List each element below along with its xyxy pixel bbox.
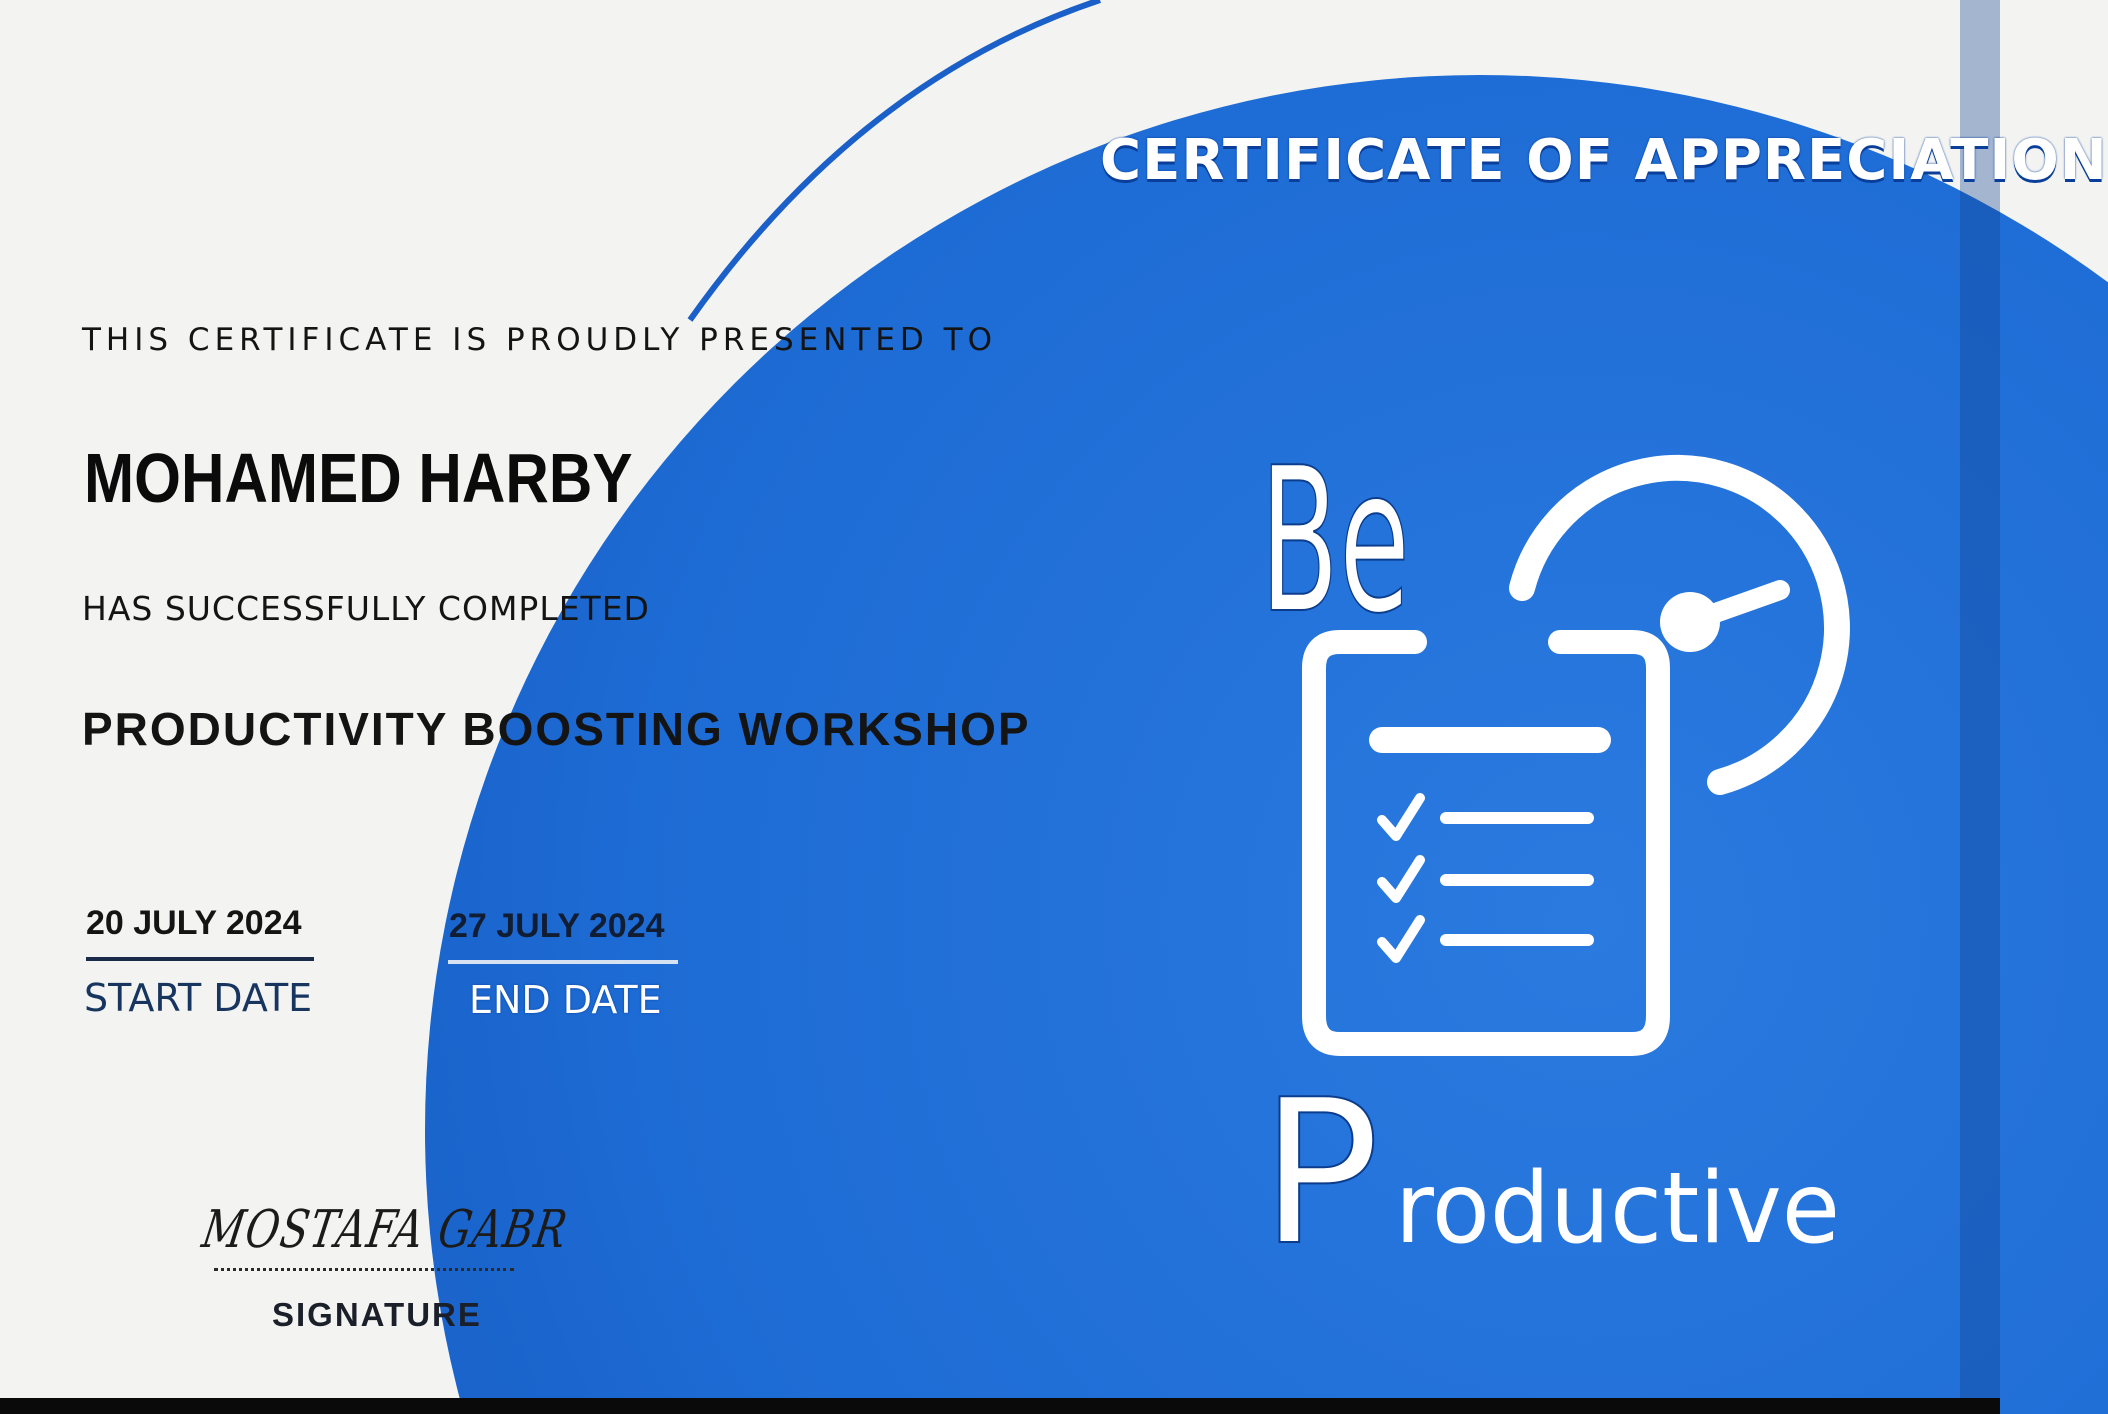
be-productive-logo — [1260, 400, 1880, 1290]
end-date-label: END DATE — [469, 978, 662, 1022]
end-date-value: 27 JULY 2024 — [449, 907, 665, 945]
signature-name: MOSTAFA GABR — [198, 1200, 573, 1260]
recipient-name: MOHAMED HARBY — [84, 439, 633, 517]
signature-label: SIGNATURE — [272, 1296, 482, 1333]
clipboard-checklist-icon — [1314, 642, 1658, 1044]
start-date-value: 20 JULY 2024 — [86, 904, 302, 942]
logo-text-roductive: roductive — [1395, 1152, 1840, 1266]
completed-line: HAS SUCCESSFULLY COMPLETED — [82, 589, 650, 628]
certificate-heading: CERTIFICATE OF APPRECIATION — [1100, 128, 2108, 193]
signature-line — [214, 1268, 514, 1271]
bottom-edge — [0, 1398, 2000, 1414]
logo-text-be: Be — [1260, 425, 1410, 658]
logo-text-p: P — [1260, 1057, 1380, 1290]
presented-to-line: THIS CERTIFICATE IS PROUDLY PRESENTED TO — [82, 322, 997, 358]
start-date-label: START DATE — [84, 976, 313, 1020]
course-title: PRODUCTIVITY BOOSTING WORKSHOP — [82, 703, 1031, 755]
start-date-rule — [86, 957, 314, 961]
end-date-rule — [448, 960, 678, 964]
